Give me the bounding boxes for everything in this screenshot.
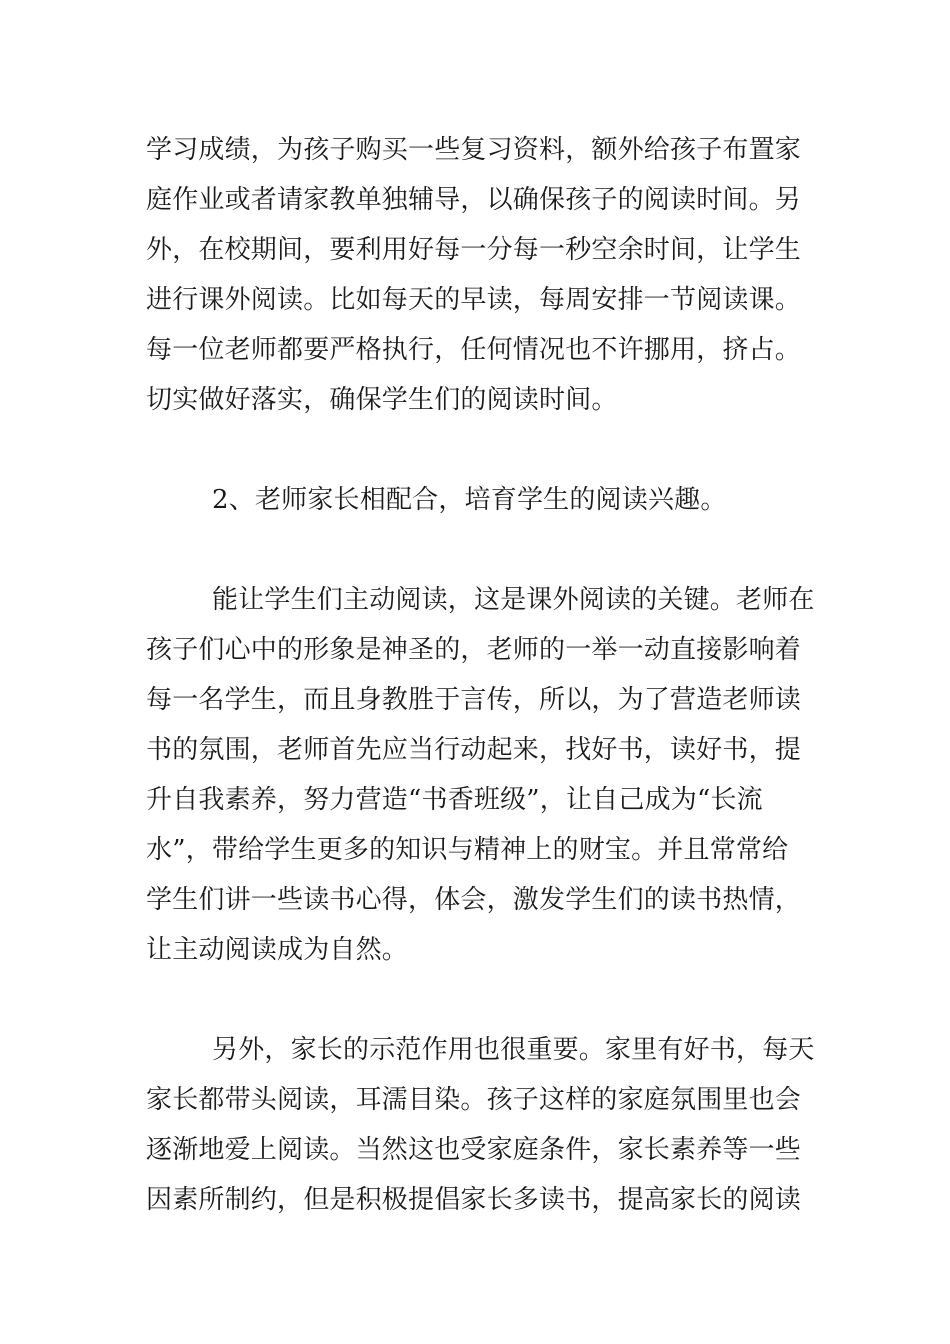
text-line: 书的氛围，老师首先应当行动起来，找好书，读好书，提	[146, 735, 802, 765]
text-line: 切实做好落实，确保学生们的阅读时间。	[146, 385, 618, 415]
text-line: 让主动阅读成为自然。	[146, 935, 409, 965]
text-line: 家长都带头阅读，耳濡目染。孩子这样的家庭氛围里也会	[146, 1085, 802, 1115]
text-line: 外，在校期间，要利用好每一分每一秒空余时间，让学生	[146, 235, 802, 265]
text-line: 逐渐地爱上阅读。当然这也受家庭条件，家长素养等一些	[146, 1135, 802, 1165]
text-line: 进行课外阅读。比如每天的早读，每周安排一节阅读课。	[146, 285, 802, 315]
text-line: 庭作业或者请家教单独辅导，以确保孩子的阅读时间。另	[146, 185, 802, 215]
text-line: 升自我素养，努力营造“书香班级”，让自己成为“长流	[146, 785, 763, 815]
text-line: 另外，家长的示范作用也很重要。家里有好书，每天	[212, 1035, 815, 1065]
section-heading: 2、老师家长相配合，培育学生的阅读兴趣。	[212, 485, 727, 515]
text-line: 孩子们心中的形象是神圣的，老师的一举一动直接影响着	[146, 635, 802, 665]
text-line: 每一名学生，而且身教胜于言传，所以，为了营造老师读	[146, 685, 802, 715]
text-line: 每一位老师都要严格执行，任何情况也不许挪用，挤占。	[146, 335, 802, 365]
text-line: 因素所制约，但是积极提倡家长多读书，提高家长的阅读	[146, 1185, 802, 1215]
text-line: 学习成绩，为孩子购买一些复习资料，额外给孩子布置家	[146, 135, 802, 165]
text-line: 能让学生们主动阅读，这是课外阅读的关键。老师在	[212, 585, 815, 615]
text-line: 学生们讲一些读书心得，体会，激发学生们的读书热情，	[146, 885, 802, 915]
text-line: 水”，带给学生更多的知识与精神上的财宝。并且常常给	[146, 835, 789, 865]
